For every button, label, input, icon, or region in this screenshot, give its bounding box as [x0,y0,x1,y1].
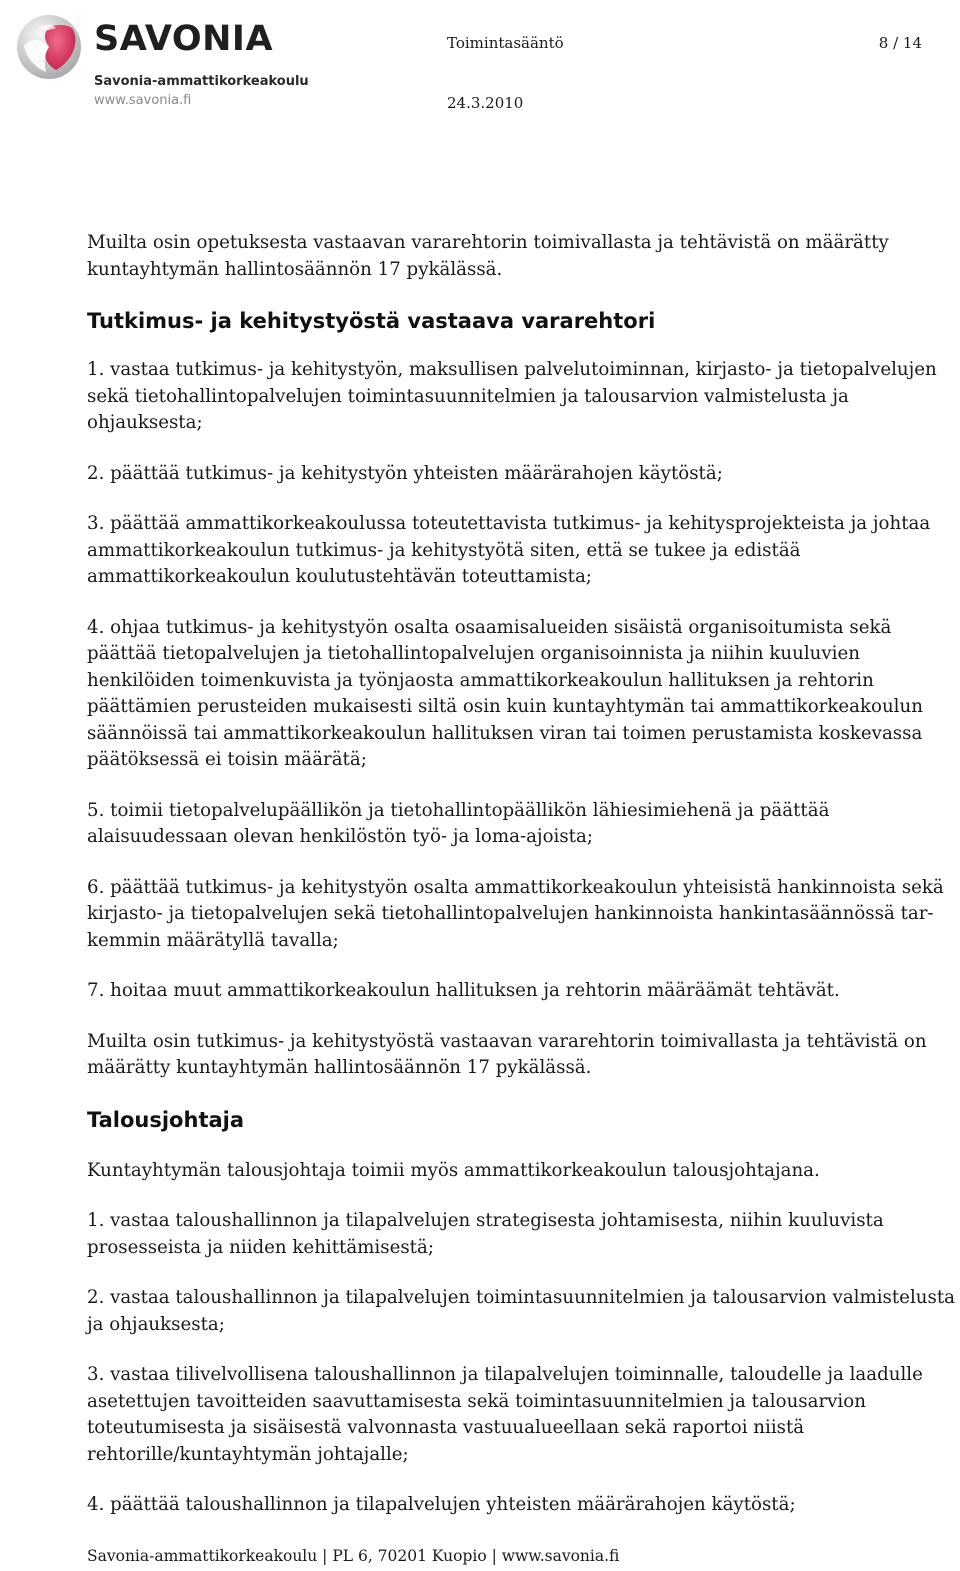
document-body [87,230,955,1543]
list-item: 4. ohjaa tutkimus- ja kehitystyön osalta osaamisalueiden sisäistä organisoitumista sekä päättää tietopalvelujen ja tietohallintopalvelujen organisoinnista ja niihin kuuluvien henkilöiden toimenkuvista ja työnjaosta ammattikorkeakoulun hallituksen ja rehtorin päättämien perusteiden mukaisesti siltä osin kuin kuntayhtymän tai ammattikorkeakoulun säännöissä tai ammattikorkeakoulun hallituksen viran tai toimen perustamista koskevassa päätöksessä ei toisin määrätä; [87,616,923,770]
savonia-logo [14,12,314,112]
page-number: 8 / 14 [878,34,922,52]
savonia-emblem-icon [16,14,82,80]
page-footer: Savonia-ammattikorkeakoulu | PL 6, 70201 Kuopio | www.savonia.fi [87,1547,620,1565]
list-item: 1. vastaa tutkimus- ja kehitystyön, maksullisen palvelutoiminnan, kirjasto- ja tietopalvelujen sekä tietohallintopalvelujen toimintasuunnitelmien ja talousarvion valmistelusta ja ohjauksesta; [87,359,937,433]
logo-subtitle: Savonia-ammattikorkeakoulu [94,74,309,89]
logo-name: SAVONIA [94,19,274,59]
list-item: 2. päättää tutkimus- ja kehitystyön yhteisten määrärahojen käytöstä; [87,462,723,484]
section-intro-paragraph: Kuntayhtymän talousjohtaja toimii myös ammattikorkeakoulun talousjohtajana. [87,1159,820,1181]
list-item: 3. vastaa tilivelvollisena taloushallinnon ja tilapalvelujen toiminnalle, taloudelle ja laadulle asetettujen tavoitteiden saavuttamisesta sekä toimintasuunnitelmien ja talousarvion toteutumisesta ja sisäisestä valvonnasta vastuualueellaan sekä raportoi niistä rehtorille/kuntayhtymän johtajalle; [87,1364,923,1465]
intro-paragraph: Muilta osin opetuksesta vastaavan vararehtorin toimivallasta ja tehtävistä on määrätty kuntayhtymän hallintosäännön 17 pykälässä. [87,232,889,280]
document-date: 24.3.2010 [447,94,524,112]
logo-website: www.savonia.fi [94,93,192,108]
closing-paragraph: Muilta osin tutkimus- ja kehitystyöstä vastaavan vararehtorin toimivallasta ja tehtävistä on määrätty kuntayhtymän hallintosäännön 17 pykälässä. [87,1030,927,1078]
list-item: 2. vastaa taloushallinnon ja tilapalvelujen toimintasuunnitelmien ja talousarvion valmistelusta ja ohjauksesta; [87,1287,955,1335]
list-item: 3. päättää ammattikorkeakoulussa toteutettavista tutkimus- ja kehitysprojekteista ja johtaa ammattikorkeakoulun tutkimus- ja kehitystyötä siten, että se tukee ja edistää ammattikorkeakoulun koulutustehtävän toteuttamista; [87,513,931,587]
list-item: 6. päättää tutkimus- ja kehitystyön osalta ammattikorkeakoulun yhteisistä hankinnoista sekä kirjasto- ja tietopalvelujen sekä tietohallintopalvelujen hankinnoista hankintasäännössä tar-kemmin määrätyllä tavalla; [87,876,944,951]
section-heading-research-vice-rector: Tutkimus- ja kehitystyöstä vastaava vararehtori [87,309,656,333]
list-item: 5. toimii tietopalvelupäällikön ja tietohallintopäällikön lähiesimiehenä ja päättää alaisuudessaan olevan henkilöstön työ- ja loma-ajoista; [87,799,830,847]
list-item: 7. hoitaa muut ammattikorkeakoulun hallituksen ja rehtorin määräämät tehtävät. [87,980,840,1001]
list-item: 1. vastaa taloushallinnon ja tilapalvelujen strategisesta johtamisesta, niihin kuuluvista prosesseista ja niiden kehittämisestä; [87,1210,884,1258]
list-item: 4. päättää taloushallinnon ja tilapalvelujen yhteisten määrärahojen käytöstä; [87,1494,796,1515]
document-title: Toimintasääntö [447,34,564,52]
section-heading-finance-director: Talousjohtaja [87,1107,245,1132]
